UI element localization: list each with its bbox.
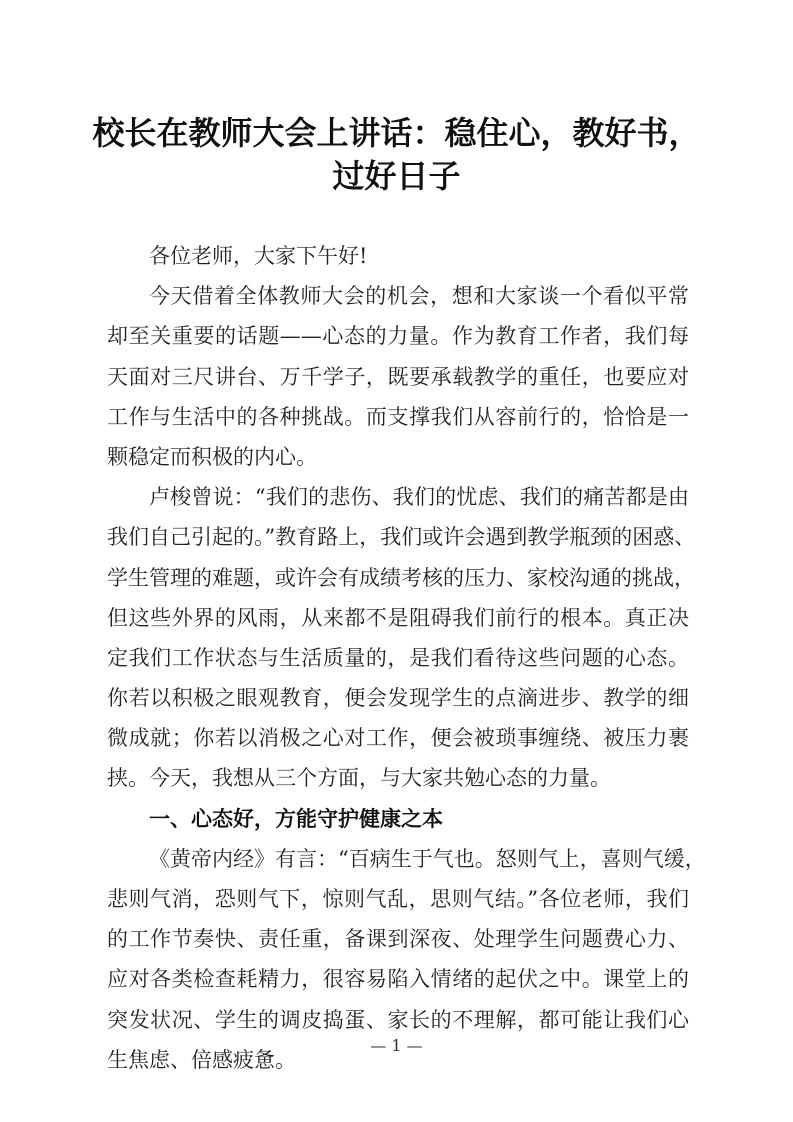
text-line: 突发状况、学生的调皮捣蛋、家长的不理解，都可能让我们心 (107, 1007, 689, 1032)
text-line: 各位老师，大家下午好! (149, 244, 368, 268)
title-line-2: 过好日子 (332, 157, 461, 195)
paragraph-intro (107, 276, 689, 477)
document-title (90, 112, 703, 198)
title-line-1: 校长在教师大会上讲话：稳住心，教好书， (92, 114, 701, 152)
text-line: 应对各类检查耗精力，很容易陷入情绪的起伏之中。课堂上的 (107, 967, 689, 992)
text-line: 《黄帝内经》有言：“百病生于气也。怒则气上，喜则气缓， (149, 846, 706, 871)
paragraph-greeting (107, 236, 689, 276)
text-line: 我们自己引起的。”教育路上，我们或许会遇到教学瓶颈的困惑、 (107, 525, 696, 550)
text-line: 悲则气消，恐则气下，惊则气乱，思则气结。”各位老师，我们 (107, 887, 689, 911)
text-line: 天面对三尺讲台、万千学子，既要承载教学的重任，也要应对 (107, 364, 689, 389)
text-line: 颗稳定而积极的内心。 (107, 444, 317, 469)
text-line: 卢梭曾说：“我们的悲伤、我们的忧虑、我们的痛苦都是由 (149, 485, 689, 510)
text-line: 你若以积极之眼观教育，便会发现学生的点滴进步、教学的细 (107, 686, 689, 711)
text-line: 但这些外界的风雨，从来都不是阻碍我们前行的根本。真正决 (107, 605, 689, 630)
page-number: — 1 — (370, 1036, 423, 1055)
document-body (107, 236, 706, 1080)
section-heading-1 (107, 799, 689, 839)
text-line: 挟。今天，我想从三个方面，与大家共勉心态的力量。 (107, 766, 611, 791)
text-line: 工作与生活中的各种挑战。而支撑我们从容前行的，恰恰是一 (107, 404, 689, 429)
text-line: 生焦虑、倍感疲惫。 (107, 1047, 296, 1072)
text-line: 微成就；你若以消极之心对工作，便会被琐事缠绕、被压力裹 (107, 726, 689, 751)
text-line: 却至关重要的话题——心态的力量。作为教育工作者，我们每 (107, 324, 689, 349)
text-line: 学生管理的难题，或许会有成绩考核的压力、家校沟通的挑战， (107, 565, 695, 590)
text-line: 定我们工作状态与生活质量的，是我们看待这些问题的心态。 (107, 645, 689, 670)
text-line: 今天借着全体教师大会的机会，想和大家谈一个看似平常 (149, 284, 689, 309)
text-line: 的工作节奏快、责任重，备课到深夜、处理学生问题费心力、 (107, 927, 689, 952)
section-heading-text: 一、心态好，方能守护健康之本 (149, 806, 443, 831)
paragraph-rousseau (107, 477, 696, 799)
